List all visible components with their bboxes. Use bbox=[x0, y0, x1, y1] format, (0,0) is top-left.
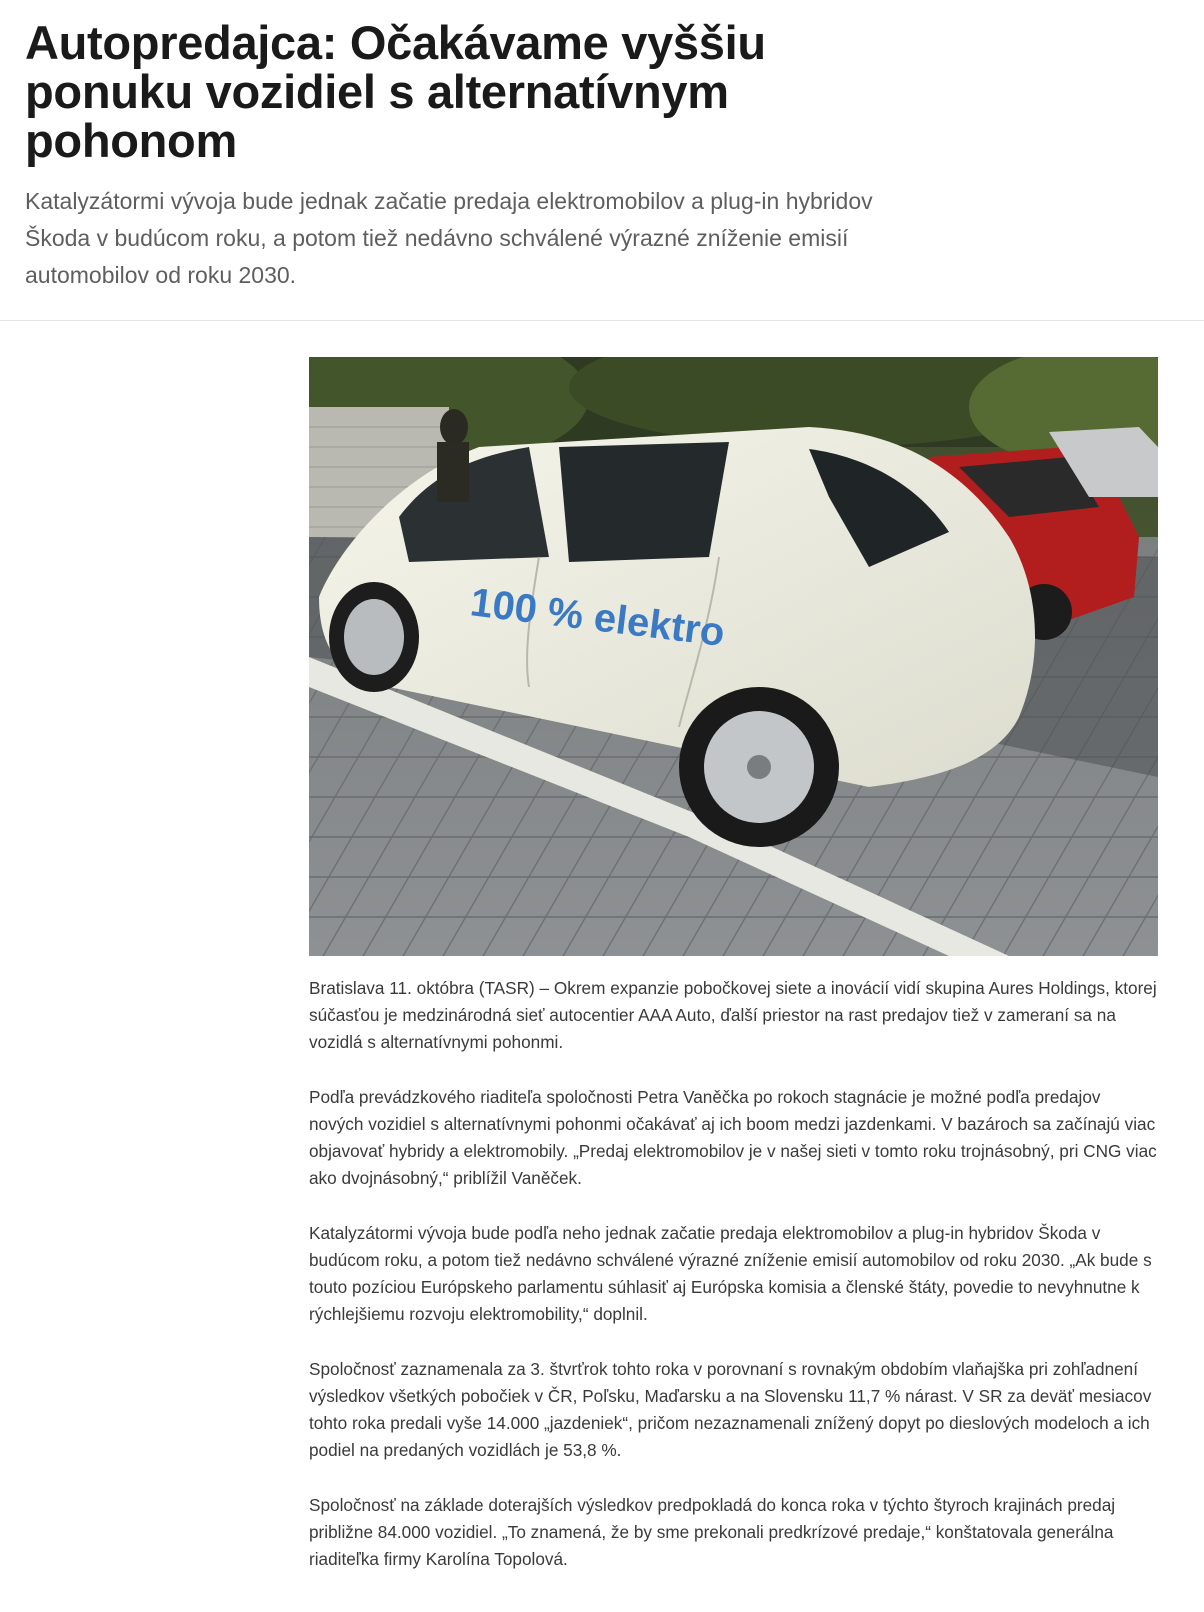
car-lettering: 100 % elektro bbox=[467, 580, 728, 656]
article-lead: Katalyzátormi vývoja bude jednak začatie predaja elektromobilov a plug-in hybridov Škoda v budúcom roku, a potom tiež nedávno schválené výrazné zníženie emisií automobilov od roku 2030. bbox=[25, 188, 873, 288]
article-paragraph: Podľa prevádzkového riaditeľa spoločnosti Petra Vaněčka po rokoch stagnácie je možné podľa predajov nových vozidiel s alternatívnymi pohonmi očakávať aj ich boom medzi jazdenkami. V bazároch sa začínajú viac objavovať hybridy a elektromobily. „Predaj elektromobilov je v našej sieti v tomto roku trojnásobný, pri CNG viac ako dvojnásobný,“ priblížil Vaněček. bbox=[309, 1087, 1157, 1188]
article-paragraph: Spoločnosť zaznamenala za 3. štvrťrok tohto roka v porovnaní s rovnakým obdobím vlaňajška pri zohľadnení výsledkov všetkých pobočiek v ČR, Poľsku, Maďarsku a na Slovensku 11,7 % nárast. V SR za deväť mesiacov tohto roka predali vyše 14.000 „jazdeniek“, pričom nezaznamenali znížený dopyt po dieslových modeloch a ich podiel na predaných vozidlách je 53,8 %. bbox=[309, 1359, 1152, 1460]
article-body bbox=[309, 975, 1158, 1601]
article-photo bbox=[309, 357, 1158, 956]
electric-car-photo bbox=[309, 357, 1158, 956]
article-paragraph: Katalyzátormi vývoja bude podľa neho jednak začatie predaja elektromobilov a plug-in hybridov Škoda v budúcom roku, a potom tiež nedávno schválené výrazné zníženie emisií automobilov od roku 2030. „Ak bude s touto pozíciou Európskeho parlamentu súhlasiť aj Európska komisia a členské štáty, povedie to nevyhnutne k rýchlejšiemu rozvoju elektromobility,“ doplnil. bbox=[309, 1223, 1152, 1324]
article-paragraph: Bratislava 11. októbra (TASR) – Okrem expanzie pobočkovej siete a inovácií vidí skupina Aures Holdings, ktorej súčasťou je medzinárodná sieť autocentier AAA Auto, ďalší priestor na rast predajov tiež v zameraní sa na vozidlá s alternatívnymi pohonmi. bbox=[309, 978, 1157, 1052]
article-header bbox=[0, 0, 1204, 321]
article-title: Autopredajca: Očakávame vyššiu ponuku vozidiel s alternatívnym pohonom bbox=[25, 16, 766, 167]
article-paragraph: Spoločnosť na základe doterajších výsledkov predpokladá do konca roka v týchto štyroch krajinách predaj približne 84.000 vozidiel. „To znamená, že by sme prekonali predkrízové predaje,“ konštatovala generálna riaditeľka firmy Karolína Topolová. bbox=[309, 1495, 1116, 1569]
